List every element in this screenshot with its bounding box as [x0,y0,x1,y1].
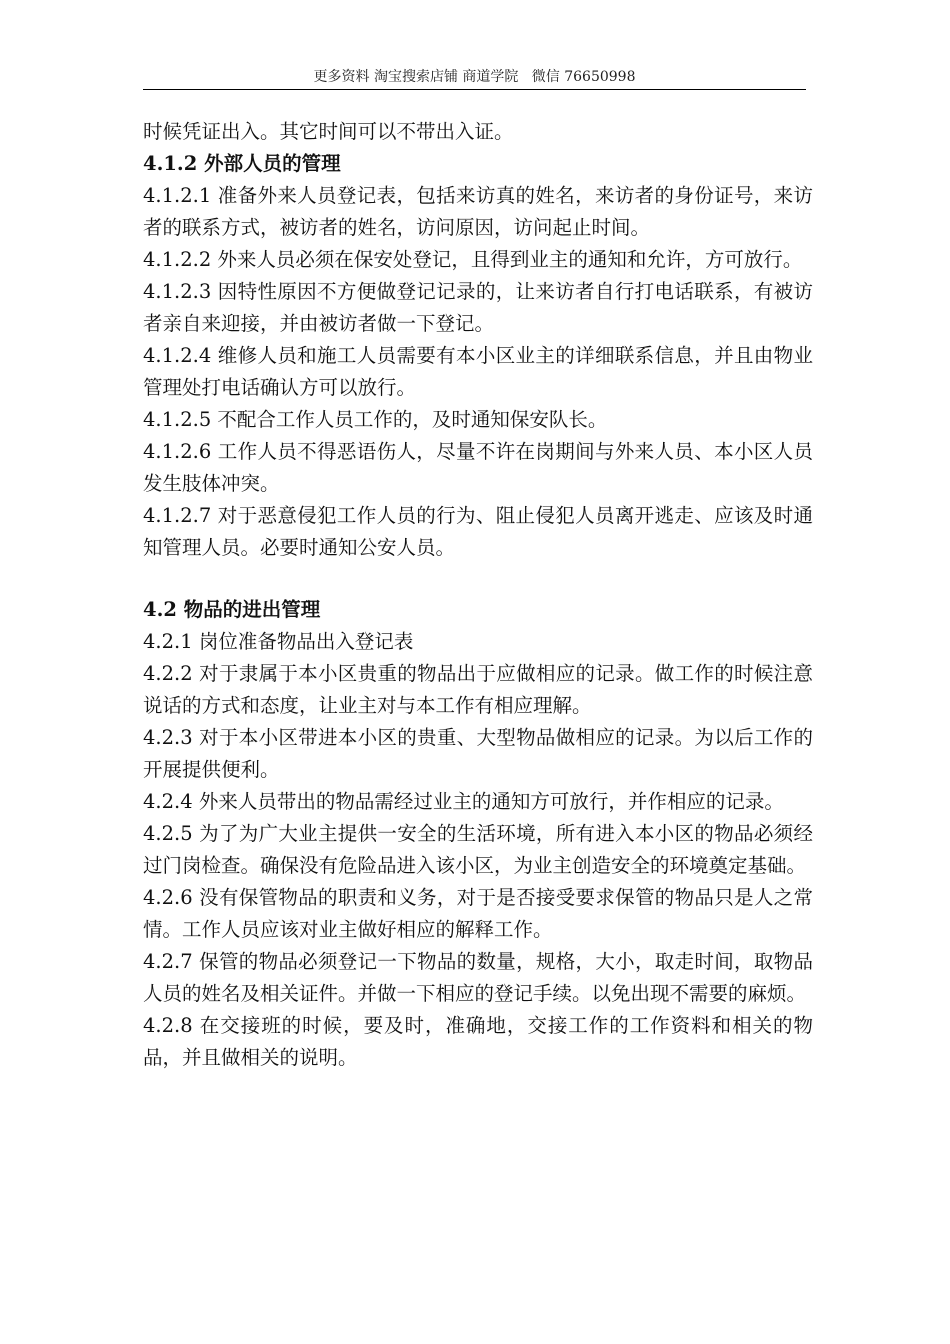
section-spacer [143,564,813,594]
header-divider [143,89,806,90]
list-item: 4.1.2.7 对于恶意侵犯工作人员的行为、阻止侵犯人员离开逃走、应该及时通知管理人员。必要时通知公安人员。 [143,504,813,559]
list-item: 4.2.3 对于本小区带进本小区的贵重、大型物品做相应的记录。为以后工作的开展提供便利。 [143,726,813,781]
list-item: 4.2.5 为了为广大业主提供一安全的生活环境，所有进入本小区的物品必须经过门岗检查。确保没有危险品进入该小区，为业主创造安全的环境奠定基础。 [143,822,813,877]
intro-paragraph: 时候凭证出入。其它时间可以不带出入证。 [143,120,514,143]
section-heading-4-2: 4.2 物品的进出管理 [143,598,321,621]
page-header: 更多资料 淘宝搜索店铺 商道学院 微信 76650998 [313,69,636,85]
section-heading-4-1-2: 4.1.2 外部人员的管理 [143,152,341,175]
list-item: 4.2.4 外来人员带出的物品需经过业主的通知方可放行，并作相应的记录。 [143,790,784,813]
list-item: 4.2.2 对于隶属于本小区贵重的物品出于应做相应的记录。做工作的时候注意说话的方式和态度，让业主对与本工作有相应理解。 [143,662,813,717]
list-item: 4.1.2.4 维修人员和施工人员需要有本小区业主的详细联系信息，并且由物业管理处打电话确认方可以放行。 [143,344,813,399]
list-item: 4.2.1 岗位准备物品出入登记表 [143,630,414,653]
list-item: 4.2.7 保管的物品必须登记一下物品的数量，规格，大小，取走时间，取物品人员的姓名及相关证件。并做一下相应的登记手续。以免出现不需要的麻烦。 [143,950,813,1005]
list-item: 4.2.8 在交接班的时候，要及时，准确地，交接工作的工作资料和相关的物品，并且做相关的说明。 [143,1014,813,1069]
list-item: 4.1.2.1 准备外来人员登记表，包括来访真的姓名，来访者的身份证号，来访者的联系方式，被访者的姓名，访问原因，访问起止时间。 [143,184,813,239]
list-item: 4.1.2.6 工作人员不得恶语伤人，尽量不许在岗期间与外来人员、本小区人员发生肢体冲突。 [143,440,813,495]
list-item: 4.1.2.3 因特性原因不方便做登记记录的，让来访者自行打电话联系，有被访者亲自来迎接，并由被访者做一下登记。 [143,280,813,335]
list-item: 4.2.6 没有保管物品的职责和义务，对于是否接受要求保管的物品只是人之常情。工作人员应该对业主做好相应的解释工作。 [143,886,813,941]
list-item: 4.1.2.2 外来人员必须在保安处登记，且得到业主的通知和允许，方可放行。 [143,248,803,271]
document-body [143,116,813,1074]
list-item: 4.1.2.5 不配合工作人员工作的，及时通知保安队长。 [143,408,608,431]
